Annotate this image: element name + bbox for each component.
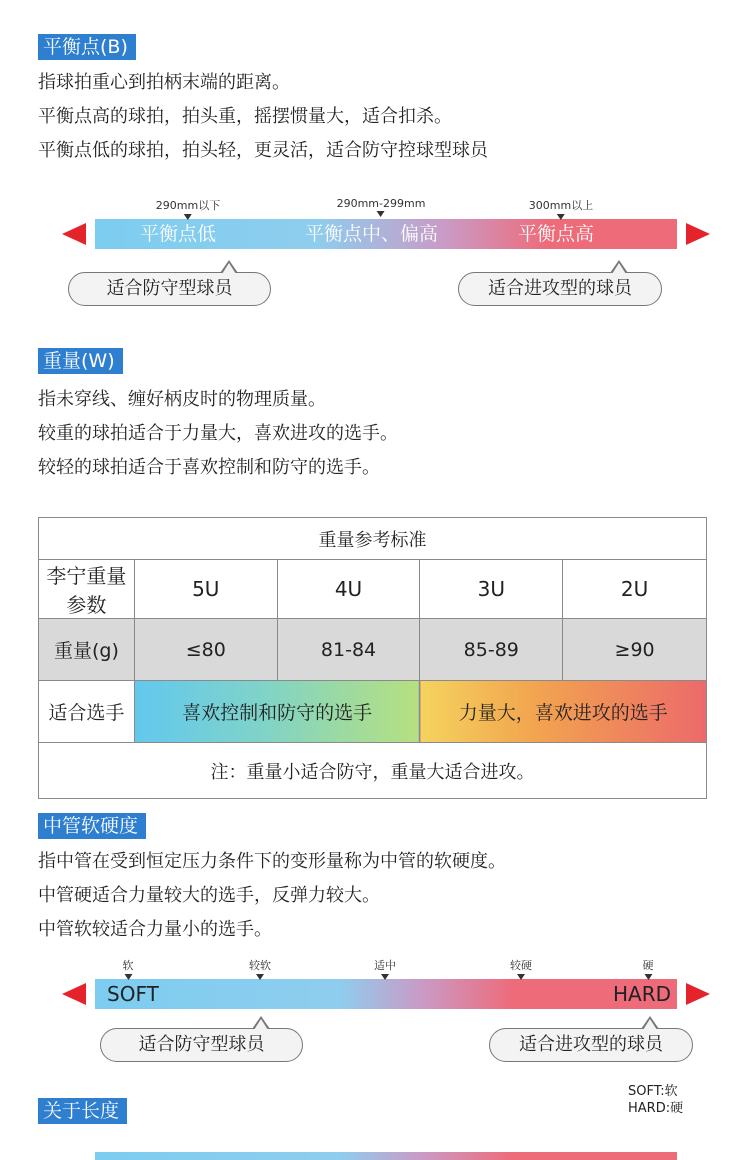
weight-reference-table [38,517,707,799]
tick-marker-icon [644,974,652,980]
weight-fit-heavy: 力量大，喜欢进攻的选手 [420,681,707,743]
weight-line-1: 指未穿线、缠好柄皮时的物理质量。 [38,389,326,410]
arrow-left-icon [62,223,86,245]
section-heading-length: 关于长度 [38,1098,127,1124]
shaft-tick-stiff [643,957,654,980]
shaft-legend-soft: SOFT:软 [628,1084,678,1099]
weight-grams-5u: ≤80 [134,619,277,681]
weight-table-title: 重量参考标准 [39,518,707,560]
balance-bar-label-high: 平衡点高 [518,223,595,245]
balance-tick-high [529,197,593,220]
weight-grams-3u: 85-89 [420,619,563,681]
shaft-callout-defensive-label: 适合防守型球员 [138,1034,265,1055]
weight-grade-label: 李宁重量参数 [39,560,135,619]
weight-fit-label: 适合选手 [39,681,135,743]
tick-marker-icon [381,974,389,980]
section-heading-shaft: 中管软硬度 [38,813,146,839]
weight-fit-light: 喜欢控制和防守的选手 [134,681,420,743]
tick-marker-icon [517,974,525,980]
callout-pointer-icon [641,1016,659,1029]
balance-tick-mid [337,197,426,217]
tick-marker-icon [377,211,385,217]
section-heading-balance: 平衡点(B) [38,34,136,60]
weight-grams-2u: ≥90 [563,619,707,681]
callout-pointer-icon [252,1016,270,1029]
shaft-legend [628,1083,683,1117]
shaft-description [38,845,506,947]
balance-tick-low-label: 290mm以下 [155,199,221,212]
balance-callout-defensive-label: 适合防守型球员 [106,278,233,299]
shaft-legend-hard: HARD:硬 [628,1101,684,1116]
shaft-tick-soft [123,957,134,980]
balance-line-3: 平衡点低的球拍，拍头轻，更灵活，适合防守控球型球员 [38,140,488,161]
weight-grade-3u: 3U [420,560,563,619]
callout-pointer-icon [610,260,628,273]
shaft-line-1: 指中管在受到恒定压力条件下的变形量称为中管的软硬度。 [38,851,506,872]
balance-description [38,66,488,168]
shaft-callout-offensive-label: 适合进攻型的球员 [519,1034,663,1055]
arrow-right-icon [686,223,710,245]
shaft-tick-softer [249,957,271,980]
balance-bar-label-mid: 平衡点中、偏高 [305,223,439,245]
shaft-tick-stiff-label: 硬 [642,959,654,972]
shaft-bar-label-soft: SOFT [107,982,159,1006]
shaft-tick-medium [374,957,396,980]
balance-gradient-bar [95,219,677,249]
weight-table-note: 注：重量小适合防守，重量大适合进攻。 [39,743,707,799]
tick-marker-icon [124,974,132,980]
balance-tick-high-label: 300mm以上 [528,199,594,212]
weight-description [38,383,398,485]
weight-grade-5u: 5U [134,560,277,619]
shaft-tick-soft-label: 软 [122,959,134,972]
shaft-tick-medium-label: 适中 [374,959,396,972]
arrow-right-icon [686,983,710,1005]
tick-marker-icon [184,214,192,220]
weight-line-2: 较重的球拍适合于力量大，喜欢进攻的选手。 [38,423,398,444]
balance-tick-low [156,197,220,220]
weight-grams-4u: 81-84 [277,619,420,681]
weight-grams-label: 重量(g) [39,619,135,681]
shaft-bar-label-hard: HARD [612,982,671,1006]
shaft-gradient-bar [95,979,677,1009]
section-heading-weight: 重量(W) [38,348,123,374]
balance-callout-defensive [68,272,271,306]
length-gradient-bar-partial [95,1152,677,1160]
balance-tick-mid-label: 290mm-299mm [336,197,426,210]
weight-grade-4u: 4U [277,560,420,619]
shaft-tick-stiffer [510,957,532,980]
balance-line-1: 指球拍重心到拍柄末端的距离。 [38,72,290,93]
balance-line-2: 平衡点高的球拍，拍头重，摇摆惯量大，适合扣杀。 [38,106,452,127]
balance-bar-label-low: 平衡点低 [140,223,217,245]
shaft-line-3: 中管软较适合力量小的选手。 [38,919,272,940]
shaft-callout-offensive [489,1028,693,1062]
tick-marker-icon [256,974,264,980]
tick-marker-icon [557,214,565,220]
weight-line-3: 较轻的球拍适合于喜欢控制和防守的选手。 [38,457,380,478]
callout-pointer-icon [220,260,238,273]
shaft-line-2: 中管硬适合力量较大的选手，反弹力较大。 [38,885,380,906]
arrow-left-icon [62,983,86,1005]
balance-scale [62,197,710,253]
shaft-tick-softer-label: 较软 [249,959,271,972]
balance-callout-offensive [458,272,662,306]
shaft-scale [62,959,710,1013]
weight-grade-2u: 2U [563,560,707,619]
balance-callout-offensive-label: 适合进攻型的球员 [488,278,632,299]
shaft-callout-defensive [100,1028,303,1062]
shaft-tick-stiffer-label: 较硬 [510,959,532,972]
